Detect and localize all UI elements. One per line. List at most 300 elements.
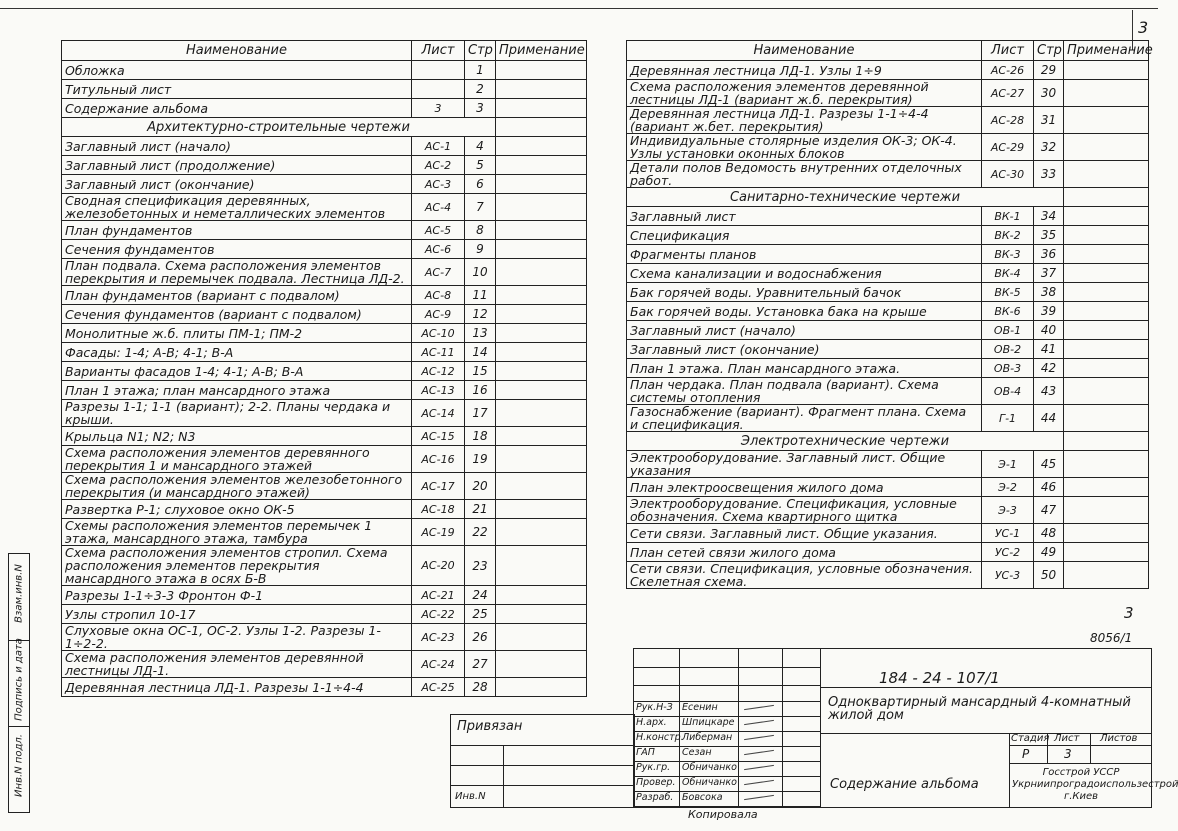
page-cell: 38 (1034, 283, 1064, 302)
page-cell: 27 (465, 651, 496, 678)
usage-cell (496, 118, 587, 137)
usage-cell (1064, 283, 1149, 302)
name-cell: Бак горячей воды. Установка бака на крыше (627, 302, 982, 321)
usage-cell (1064, 359, 1149, 378)
page-cell: 7 (465, 194, 496, 221)
usage-cell (1064, 562, 1149, 589)
page-cell: 20 (465, 473, 496, 500)
sheet-cell: ОВ-4 (982, 378, 1034, 405)
page-cell: 25 (465, 605, 496, 624)
sheet-cell: АС-8 (412, 286, 465, 305)
name-cell: Заглавный лист (начало) (62, 137, 412, 156)
sheet-cell: АС-14 (412, 400, 465, 427)
name-cell: План фундаментов (вариант с подвалом) (62, 286, 412, 305)
sheet-mark: 3 (1124, 604, 1134, 622)
page-cell: 5 (465, 156, 496, 175)
usage-cell (496, 473, 587, 500)
table-row (62, 651, 587, 678)
usage-cell (1064, 188, 1149, 207)
album-code: 8056/1 (1090, 631, 1133, 645)
table-row (627, 161, 1149, 188)
usage-cell (496, 221, 587, 240)
staff-role: Н.констр. (636, 732, 684, 743)
sheet-cell: АС-1 (412, 137, 465, 156)
page-cell: 34 (1034, 207, 1064, 226)
staff-row (634, 701, 820, 717)
usage-cell (1064, 161, 1149, 188)
table-row (627, 283, 1149, 302)
usage-cell (496, 381, 587, 400)
usage-cell (496, 259, 587, 286)
page-mark: 3 (1138, 18, 1149, 37)
sheet-cell: АС-30 (982, 161, 1034, 188)
name-cell: Заглавный лист (окончание) (627, 340, 982, 359)
table-row (62, 446, 587, 473)
staff-role: Н.арх. (636, 717, 667, 728)
sheet-cell: АС-18 (412, 500, 465, 519)
usage-cell (496, 500, 587, 519)
sheet-cell: 3 (412, 99, 465, 118)
name-cell: Схемы расположения элементов перемычек 1 этажа, мансардного этажа, тамбура (62, 519, 412, 546)
left-table-header (62, 41, 587, 61)
table-row (627, 562, 1149, 589)
usage-cell (1064, 107, 1149, 134)
margin-stamp-replace-inv: Взам.инв.N (13, 564, 25, 623)
staff-role: Провер. (636, 777, 676, 788)
title-block (633, 648, 1178, 808)
sheet-cell: АС-29 (982, 134, 1034, 161)
page-cell: 9 (465, 240, 496, 259)
sheet-cell: АС-11 (412, 343, 465, 362)
usage-cell (496, 175, 587, 194)
table-row (62, 305, 587, 324)
table-row (627, 302, 1149, 321)
section-row (627, 188, 1149, 207)
sheet-cell: ВК-3 (982, 245, 1034, 264)
usage-cell (1064, 524, 1149, 543)
name-cell: Монолитные ж.б. плиты ПМ-1; ПМ-2 (62, 324, 412, 343)
sheet-cell: АС-24 (412, 651, 465, 678)
sheet-cell (412, 80, 465, 99)
page-cell: 23 (465, 546, 496, 586)
page-cell: 33 (1034, 161, 1064, 188)
name-cell: Содержание альбома (62, 99, 412, 118)
table-row (627, 405, 1149, 432)
page-cell: 16 (465, 381, 496, 400)
usage-cell (1064, 451, 1149, 478)
page-cell: 50 (1034, 562, 1064, 589)
staff-name: Обничанко (682, 762, 737, 773)
staff-row (634, 776, 820, 792)
sheet-cell: ВК-1 (982, 207, 1034, 226)
usage-cell (1064, 478, 1149, 497)
name-cell: Бак горячей воды. Уравнительный бачок (627, 283, 982, 302)
page-cell: 40 (1034, 321, 1064, 340)
sheet-cell: АС-15 (412, 427, 465, 446)
name-cell: Крыльца N1; N2; N3 (62, 427, 412, 446)
staff-role: Разраб. (636, 792, 674, 803)
sheet-cell: ВК-4 (982, 264, 1034, 283)
sheet-cell: АС-23 (412, 624, 465, 651)
sheet-cell: АС-9 (412, 305, 465, 324)
sheet-cell: АС-3 (412, 175, 465, 194)
section-title: Санитарно-технические чертежи (627, 188, 1064, 207)
page-cell: 35 (1034, 226, 1064, 245)
table-row (62, 156, 587, 175)
table-row (62, 194, 587, 221)
usage-cell (496, 343, 587, 362)
header-page: Стр (465, 41, 496, 61)
name-cell: План 1 этажа; план мансардного этажа (62, 381, 412, 400)
page-cell: 6 (465, 175, 496, 194)
table-row (62, 586, 587, 605)
page-cell: 30 (1034, 80, 1064, 107)
table-row (62, 221, 587, 240)
usage-cell (496, 61, 587, 80)
sheet-cell: ВК-5 (982, 283, 1034, 302)
right-table-header (627, 41, 1149, 61)
page-cell: 13 (465, 324, 496, 343)
name-cell: Сети связи. Заглавный лист. Общие указания. (627, 524, 982, 543)
signature-mark (744, 780, 774, 785)
sheet-cell: ВК-6 (982, 302, 1034, 321)
name-cell: План 1 этажа. План мансардного этажа. (627, 359, 982, 378)
usage-cell (1064, 340, 1149, 359)
table-row (627, 61, 1149, 80)
title-block-staff-grid (634, 649, 820, 807)
page-cell: 18 (465, 427, 496, 446)
usage-cell (1064, 497, 1149, 524)
usage-cell (1064, 302, 1149, 321)
name-cell: Заглавный лист (начало) (627, 321, 982, 340)
table-row (62, 99, 587, 118)
page-cell: 10 (465, 259, 496, 286)
name-cell: Заглавный лист (627, 207, 982, 226)
name-cell: Деревянная лестница ЛД-1. Разрезы 1-1÷4-4 (вариант ж.бет. перекрытия) (627, 107, 982, 134)
table-row (627, 524, 1149, 543)
usage-cell (1064, 245, 1149, 264)
usage-cell (496, 137, 587, 156)
sheet-cell: Э-3 (982, 497, 1034, 524)
name-cell: План электроосвещения жилого дома (627, 478, 982, 497)
table-row (62, 381, 587, 400)
name-cell: Деревянная лестница ЛД-1. Узлы 1÷9 (627, 61, 982, 80)
name-cell: Слуховые окна ОС-1, ОС-2. Узлы 1-2. Разрезы 1-1÷2-2. (62, 624, 412, 651)
usage-cell (496, 427, 587, 446)
page-cell: 44 (1034, 405, 1064, 432)
margin-stamp-original-inv: Инв.N подл. (13, 734, 25, 797)
name-cell: Схема расположения элементов стропил. Схема расположения элементов перекрытия мансардного этажа в осях Б-В (62, 546, 412, 586)
page-cell: 39 (1034, 302, 1064, 321)
header-name: Наименование (62, 41, 412, 61)
name-cell: Спецификация (627, 226, 982, 245)
page-cell: 36 (1034, 245, 1064, 264)
sheet-value: 3 (1064, 747, 1072, 761)
table-row (62, 175, 587, 194)
sheet-cell: АС-22 (412, 605, 465, 624)
name-cell: Сечения фундаментов (62, 240, 412, 259)
table-row (62, 519, 587, 546)
signature-mark (744, 795, 774, 800)
usage-cell (1064, 80, 1149, 107)
project-code: 184 - 24 - 107/1 (879, 669, 1000, 687)
signature-mark (744, 735, 774, 740)
table-row (62, 80, 587, 99)
right-index-body (627, 41, 1153, 589)
page-cell: 12 (465, 305, 496, 324)
table-row (62, 427, 587, 446)
signature-mark (744, 765, 774, 770)
usage-cell (496, 678, 587, 697)
sheet-cell: АС-28 (982, 107, 1034, 134)
name-cell: Варианты фасадов 1-4; 4-1; А-В; В-А (62, 362, 412, 381)
header-name: Наименование (627, 41, 982, 61)
signature-mark (744, 705, 774, 710)
usage-cell (496, 400, 587, 427)
table-row (62, 324, 587, 343)
page-cell: 31 (1034, 107, 1064, 134)
table-row (62, 61, 587, 80)
page-cell: 41 (1034, 340, 1064, 359)
sheet-cell: АС-17 (412, 473, 465, 500)
sheet-cell: УС-1 (982, 524, 1034, 543)
name-cell: Развертка Р-1; слуховое окно ОК-5 (62, 500, 412, 519)
name-cell: План подвала. Схема расположения элементов перекрытия и перемычек подвала. Лестница ЛД-2. (62, 259, 412, 286)
scan-top-border (0, 8, 1158, 9)
staff-row (634, 746, 820, 762)
page-cell: 32 (1034, 134, 1064, 161)
binding-block (450, 714, 635, 808)
sheet-cell (412, 61, 465, 80)
usage-cell (496, 546, 587, 586)
staff-name: Бовсока (682, 792, 723, 803)
margin-stamp-signature-date: Подпись и дата (13, 638, 25, 721)
name-cell: Газоснабжение (вариант). Фрагмент плана. Схема и спецификация. (627, 405, 982, 432)
page-cell: 24 (465, 586, 496, 605)
sheet-cell: ВК-2 (982, 226, 1034, 245)
table-row (62, 400, 587, 427)
name-cell: Схема расположения элементов железобетонного перекрытия (и мансардного этажей) (62, 473, 412, 500)
usage-cell (496, 286, 587, 305)
usage-cell (496, 446, 587, 473)
name-cell: Разрезы 1-1÷3-3 Фронтон Ф-1 (62, 586, 412, 605)
stage-value: Р (1022, 747, 1030, 761)
staff-row (634, 731, 820, 747)
usage-cell (496, 651, 587, 678)
name-cell: Деревянная лестница ЛД-1. Разрезы 1-1÷4-4 (62, 678, 412, 697)
usage-cell (496, 99, 587, 118)
page-cell: 17 (465, 400, 496, 427)
table-row (62, 546, 587, 586)
page-cell: 26 (465, 624, 496, 651)
page-cell: 15 (465, 362, 496, 381)
staff-role: Рук.гр. (636, 762, 671, 773)
table-row (62, 137, 587, 156)
sheet-cell: АС-27 (982, 80, 1034, 107)
usage-cell (496, 240, 587, 259)
usage-cell (1064, 226, 1149, 245)
sheet-cell: АС-5 (412, 221, 465, 240)
sheet-cell: АС-2 (412, 156, 465, 175)
page-cell: 47 (1034, 497, 1064, 524)
name-cell: Схема расположения элементов деревянной лестницы ЛД-1 (вариант ж.б. перекрытия) (627, 80, 982, 107)
table-row (627, 378, 1149, 405)
table-row (627, 497, 1149, 524)
page-cell: 19 (465, 446, 496, 473)
name-cell: Разрезы 1-1; 1-1 (вариант); 2-2. Планы чердака и крыши. (62, 400, 412, 427)
page-cell: 2 (465, 80, 496, 99)
staff-role: ГАП (636, 747, 655, 758)
right-index-table (626, 40, 1153, 589)
table-row (627, 80, 1149, 107)
page-cell: 21 (465, 500, 496, 519)
page-cell: 42 (1034, 359, 1064, 378)
table-row (62, 343, 587, 362)
staff-row (634, 716, 820, 732)
sheet-cell: ОВ-1 (982, 321, 1034, 340)
table-row (627, 134, 1149, 161)
name-cell: Сети связи. Спецификация, условные обозначения. Скелетная схема. (627, 562, 982, 589)
sheet-cell: АС-10 (412, 324, 465, 343)
name-cell: Электрооборудование. Спецификация, условные обозначения. Схема квартирного щитка (627, 497, 982, 524)
sheet-cell: ОВ-2 (982, 340, 1034, 359)
table-row (627, 543, 1149, 562)
name-cell: Сводная спецификация деревянных, железобетонных и неметаллических элементов (62, 194, 412, 221)
name-cell: Схема расположения элементов деревянной лестницы ЛД-1. (62, 651, 412, 678)
name-cell: План сетей связи жилого дома (627, 543, 982, 562)
table-row (627, 451, 1149, 478)
sheet-cell: АС-7 (412, 259, 465, 286)
usage-cell (496, 80, 587, 99)
name-cell: Индивидуальные столярные изделия ОК-3; ОК-4. Узлы установки оконных блоков (627, 134, 982, 161)
name-cell: План чердака. План подвала (вариант). Схема системы отопления (627, 378, 982, 405)
usage-cell (496, 605, 587, 624)
name-cell: Титульный лист (62, 80, 412, 99)
table-row (627, 226, 1149, 245)
name-cell: Обложка (62, 61, 412, 80)
left-index-body (62, 41, 587, 697)
sheet-cell: АС-20 (412, 546, 465, 586)
sheet-cell: АС-12 (412, 362, 465, 381)
page-cell: 49 (1034, 543, 1064, 562)
staff-row (634, 791, 820, 807)
table-row (62, 500, 587, 519)
table-row (62, 624, 587, 651)
usage-cell (1064, 321, 1149, 340)
table-row (627, 359, 1149, 378)
page-cell: 22 (465, 519, 496, 546)
table-row (62, 286, 587, 305)
section-title: Архитектурно-строительные чертежи (62, 118, 496, 137)
name-cell: Сечения фундаментов (вариант с подвалом) (62, 305, 412, 324)
sheet-cell: Г-1 (982, 405, 1034, 432)
table-row (627, 107, 1149, 134)
header-page: Стр (1034, 41, 1064, 61)
usage-cell (1064, 207, 1149, 226)
table-row (627, 264, 1149, 283)
usage-cell (496, 624, 587, 651)
sheet-cell: УС-3 (982, 562, 1034, 589)
content-title: Содержание альбома (830, 777, 979, 792)
staff-role: Рук.Н-З (636, 702, 673, 713)
usage-cell (1064, 134, 1149, 161)
table-row (627, 207, 1149, 226)
usage-cell (1064, 405, 1149, 432)
table-row (62, 240, 587, 259)
staff-name: Либерман (682, 732, 733, 743)
sheet-cell: АС-25 (412, 678, 465, 697)
binding-inv: Инв.N (455, 791, 486, 802)
page-cell: 4 (465, 137, 496, 156)
name-cell: Узлы стропил 10-17 (62, 605, 412, 624)
usage-cell (496, 156, 587, 175)
usage-cell (496, 586, 587, 605)
copied-by: Копировала (688, 808, 758, 821)
sheet-cell: ОВ-3 (982, 359, 1034, 378)
sheet-cell: АС-13 (412, 381, 465, 400)
signature-mark (744, 750, 774, 755)
sheet-cell: АС-6 (412, 240, 465, 259)
staff-row (634, 761, 820, 777)
usage-cell (1064, 378, 1149, 405)
header-sheet: Лист (412, 41, 465, 61)
table-row (62, 605, 587, 624)
page-cell: 1 (465, 61, 496, 80)
page-cell: 29 (1034, 61, 1064, 80)
usage-cell (496, 305, 587, 324)
left-index-table (61, 40, 587, 697)
usage-cell (496, 324, 587, 343)
sheet-cell: Э-2 (982, 478, 1034, 497)
page-cell: 28 (465, 678, 496, 697)
usage-cell (1064, 432, 1149, 451)
margin-stamp (8, 553, 30, 813)
page-cell: 8 (465, 221, 496, 240)
signature-mark (744, 720, 774, 725)
table-row (627, 245, 1149, 264)
sheet-cell: АС-4 (412, 194, 465, 221)
name-cell: План фундаментов (62, 221, 412, 240)
section-title: Электротехнические чертежи (627, 432, 1064, 451)
name-cell: Заглавный лист (окончание) (62, 175, 412, 194)
page-cell: 11 (465, 286, 496, 305)
page-cell: 43 (1034, 378, 1064, 405)
page-cell: 48 (1034, 524, 1064, 543)
section-row (62, 118, 587, 137)
header-sheet: Лист (982, 41, 1034, 61)
table-row (627, 340, 1149, 359)
organization: Госстрой УССР Укрниипроградоиспользестрой г.Киев (1012, 767, 1178, 802)
name-cell: Фрагменты планов (627, 245, 982, 264)
sheet-cell: УС-2 (982, 543, 1034, 562)
sheet-cell: АС-16 (412, 446, 465, 473)
page-cell: 37 (1034, 264, 1064, 283)
sheet-cell: АС-21 (412, 586, 465, 605)
usage-cell (1064, 543, 1149, 562)
name-cell: Детали полов Ведомость внутренних отделочных работ. (627, 161, 982, 188)
section-row (627, 432, 1149, 451)
staff-name: Обничанко (682, 777, 737, 788)
usage-cell (496, 362, 587, 381)
staff-name: Есенин (682, 702, 718, 713)
header-usage: Применание (1064, 41, 1149, 61)
page-cell: 46 (1034, 478, 1064, 497)
name-cell: Электрооборудование. Заглавный лист. Общие указания (627, 451, 982, 478)
name-cell: Заглавный лист (продолжение) (62, 156, 412, 175)
usage-cell (1064, 61, 1149, 80)
name-cell: Схема канализации и водоснабжения (627, 264, 982, 283)
sheets-header: Листов (1100, 733, 1138, 744)
